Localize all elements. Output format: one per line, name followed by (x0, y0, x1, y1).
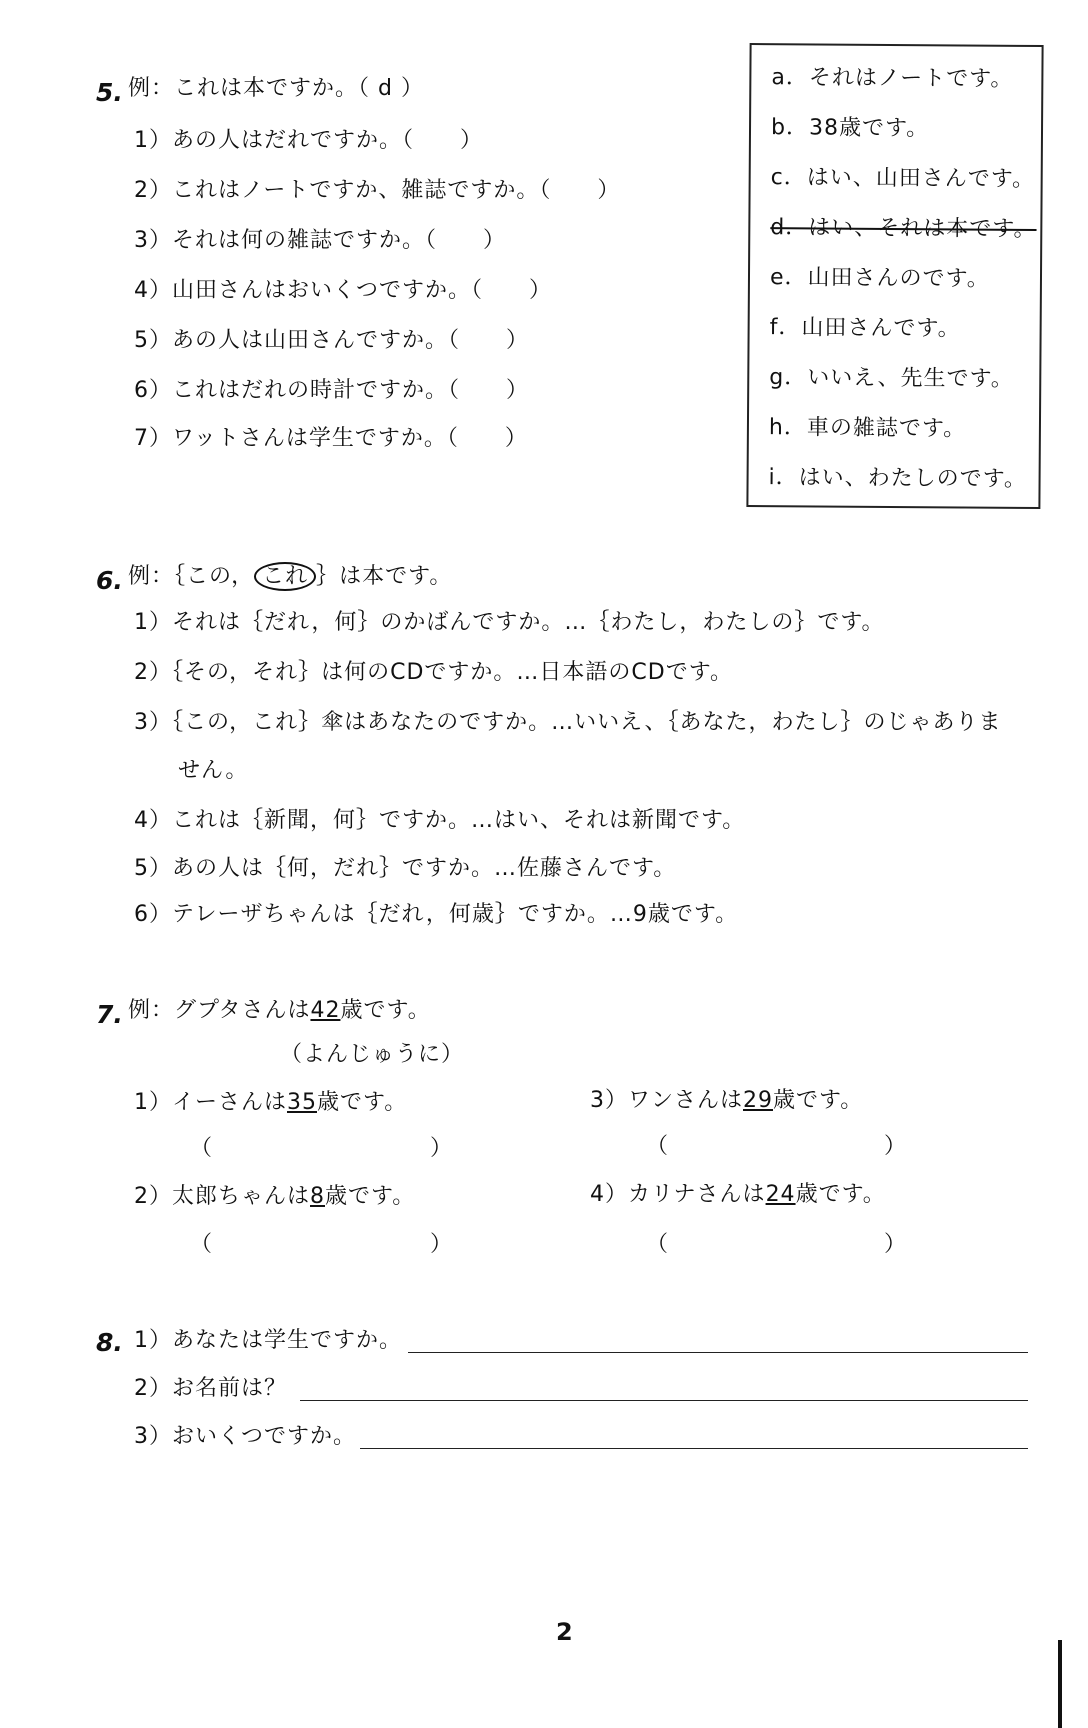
section-5-item-7: 7）ワットさんは学生ですか。（ ） (134, 426, 528, 451)
section-5-item-2: 2）これはノートですか、雑誌ですか。（ ） (134, 178, 621, 203)
item-text: 1）イーさんは (134, 1090, 287, 1115)
section-7-item-1 (134, 1088, 407, 1118)
section-5-item-1: 1）あの人はだれですか。（ ） (134, 128, 483, 153)
section-6-item-4: 4）これは｛新聞，何｝ですか。…はい、それは新聞です。 (134, 808, 746, 833)
section-7-example-post: 歳です。 (340, 998, 431, 1023)
item-text: 歳です。 (773, 1088, 864, 1113)
section-7-example-reading: （よんじゅうに） (280, 1042, 465, 1067)
section-5-number: 5. (96, 78, 123, 107)
section-6-example-post: ｝は本です。 (316, 564, 453, 589)
answer-paren-open: （ (646, 1232, 669, 1257)
item-text: 歳です。 (317, 1090, 408, 1115)
answer-paren-close: ） (884, 1232, 907, 1257)
choice-h: h．車の雑誌です。 (768, 415, 967, 442)
section-7-number: 7. (96, 1000, 123, 1029)
page-number: 2 (556, 1618, 573, 1646)
section-5-example: 例：これは本ですか。（ d ） (128, 76, 424, 101)
page-edge-mark (1058, 1640, 1062, 1728)
section-8-number: 8. (96, 1328, 123, 1357)
section-6-example (128, 562, 452, 592)
section-5-answer-box (746, 43, 1043, 509)
item-text: 2）太郎ちゃんは (134, 1184, 310, 1209)
answer-line-3[interactable] (360, 1448, 1028, 1449)
section-6-item-5: 5）あの人は｛何，だれ｝ですか。…佐藤さんです。 (134, 856, 677, 881)
choice-i: i．はい、わたしのです。 (768, 465, 1028, 492)
section-8-question-3: 3）おいくつですか。 (134, 1424, 356, 1449)
section-7-example-pre: 例：グプタさんは (128, 998, 311, 1023)
choice-a: a．それはノートです。 (771, 65, 1014, 92)
choice-e: e．山田さんのです。 (769, 265, 990, 292)
answer-line-2[interactable] (300, 1400, 1028, 1401)
section-5-item-3: 3）それは何の雑誌ですか。（ ） (134, 228, 506, 253)
answer-paren-close: ） (430, 1136, 453, 1161)
section-7-example (128, 996, 431, 1026)
choice-c: c．はい、山田さんです。 (770, 165, 1036, 192)
section-6-number: 6. (96, 566, 123, 595)
section-8-question-2: 2）お名前は？ (134, 1376, 287, 1401)
section-7-item-2 (134, 1182, 415, 1212)
item-text: 4）カリナさんは (590, 1182, 766, 1207)
section-5-item-4: 4）山田さんはおいくつですか。（ ） (134, 278, 552, 303)
choice-b: b．38歳です。 (770, 115, 930, 142)
section-5-item-5: 5）あの人は山田さんですか。（ ） (134, 328, 529, 353)
answer-line-1[interactable] (408, 1352, 1028, 1353)
section-7-example-age: 42 (310, 998, 341, 1023)
item-age: 24 (765, 1182, 796, 1207)
section-6-item-1: 1）それは｛だれ，何｝のかばんですか。…｛わたし，わたしの｝です。 (134, 610, 885, 635)
answer-paren-close: ） (884, 1134, 907, 1159)
answer-paren-open: （ (190, 1136, 213, 1161)
section-6-item-3-continued: せん。 (178, 758, 249, 783)
choice-g: g．いいえ、先生です。 (769, 365, 1014, 392)
section-6-item-2: 2）｛その，それ｝は何のCDですか。…日本語のCDです。 (134, 660, 733, 685)
section-6-item-6: 6）テレーザちゃんは｛だれ，何歳｝ですか。…9歳です。 (134, 902, 739, 927)
section-7-item-3 (590, 1086, 863, 1116)
section-6-example-pre: 例：｛この， (128, 564, 255, 589)
item-age: 29 (743, 1088, 773, 1113)
answer-paren-close: ） (430, 1232, 453, 1257)
choice-d-struck: d．はい、それは本です。 (770, 215, 1037, 242)
answer-paren-open: （ (190, 1232, 213, 1257)
item-text: 歳です。 (325, 1184, 416, 1209)
section-7-item-4 (590, 1180, 886, 1210)
item-age: 35 (287, 1090, 317, 1115)
section-5-item-6: 6）これはだれの時計ですか。（ ） (134, 378, 529, 403)
item-text: 歳です。 (795, 1182, 886, 1207)
section-8-question-1: 1）あなたは学生ですか。 (134, 1328, 402, 1353)
answer-paren-open: （ (646, 1134, 669, 1159)
item-text: 3）ワンさんは (590, 1088, 743, 1113)
section-6-item-3: 3）｛この，これ｝傘はあなたのですか。…いいえ、｛あなた，わたし｝のじゃありま (134, 710, 1002, 735)
circled-answer: これ (254, 562, 316, 591)
choice-f: f．山田さんです。 (769, 315, 961, 342)
item-age: 8 (310, 1184, 325, 1209)
